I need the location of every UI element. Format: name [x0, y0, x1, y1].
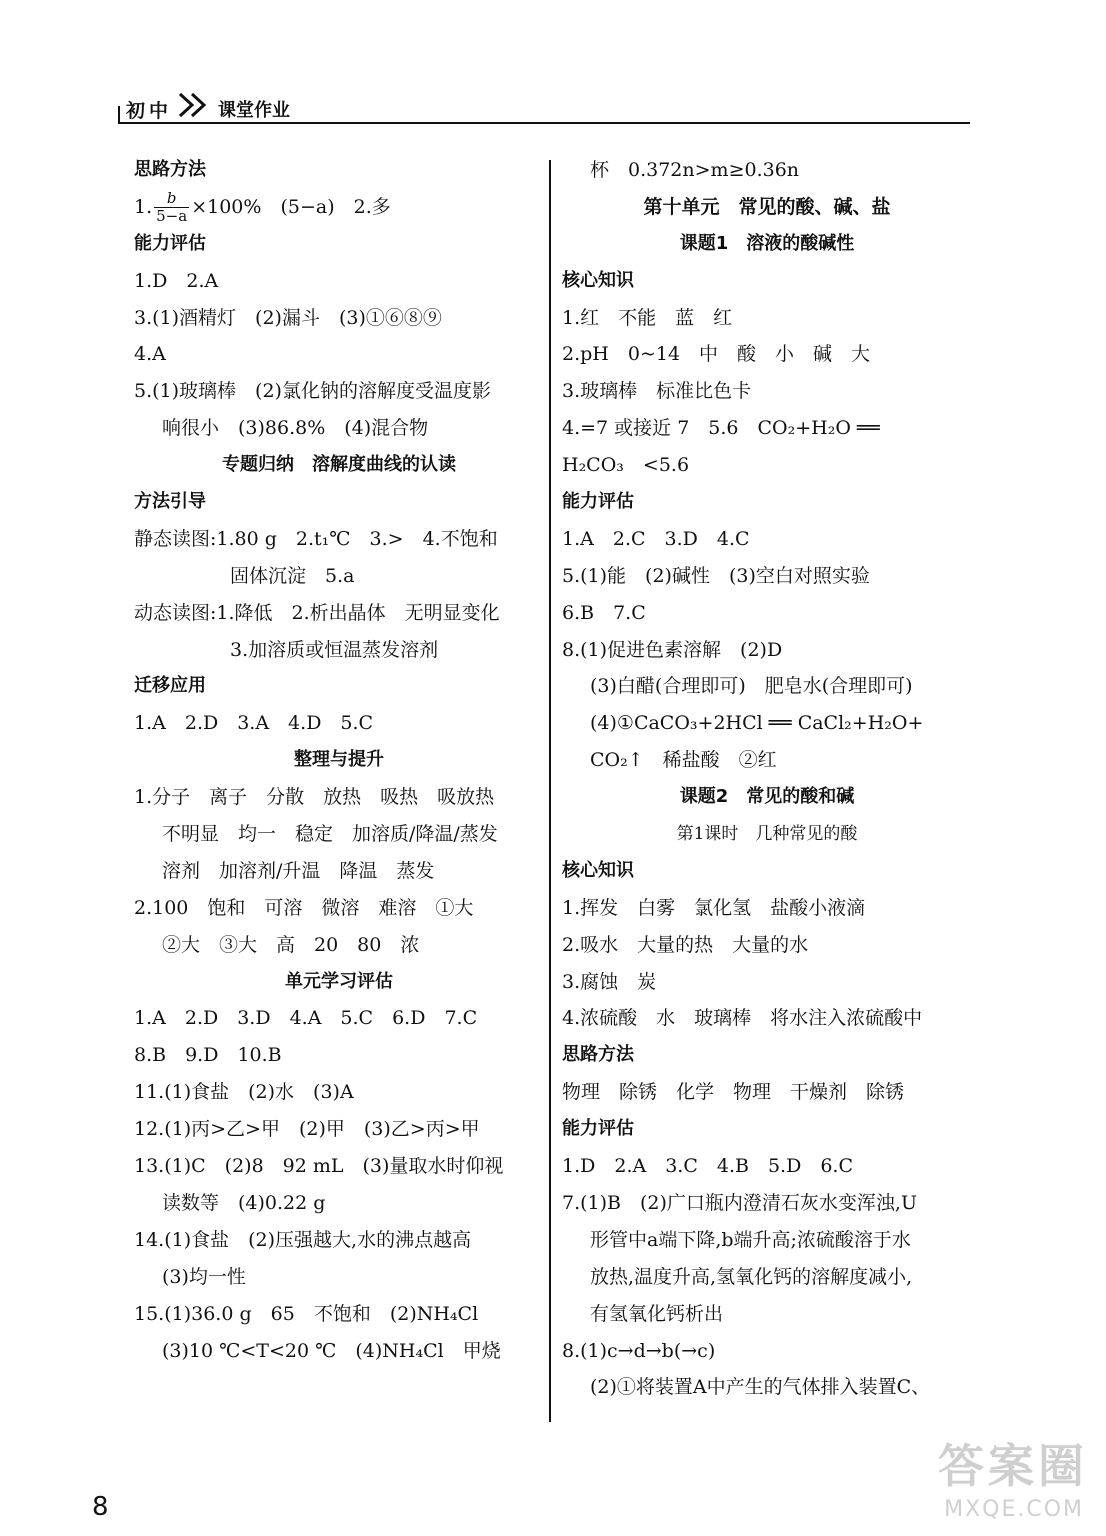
- topic-title: 整理与提升: [294, 749, 384, 771]
- answer-line: 4.浓硫酸 水 玻璃棒 将水注入浓硫酸中: [562, 1007, 923, 1030]
- answer-line: 1.红 不能 蓝 红: [562, 306, 733, 329]
- header-tick: [118, 106, 120, 122]
- answer-line-fraction: [134, 189, 544, 226]
- answer-line: 8.(1)促进色素溶解 (2)D: [562, 638, 783, 661]
- answer-line: 1.挥发 白雾 氯化氢 盐酸小液滴: [562, 896, 866, 919]
- section-heading: 迁移应用: [134, 675, 206, 697]
- section-heading: 能力评估: [562, 1118, 634, 1140]
- answer-line: 放热,温度升高,氢氧化钙的溶解度减小,: [590, 1265, 913, 1288]
- answer-line: 8.(1)c→d→b(→c): [562, 1339, 716, 1362]
- answer-line: 2.pH 0~14 中 酸 小 碱 大: [562, 343, 871, 366]
- column-divider: [549, 160, 551, 1422]
- answer-line: 8.B 9.D 10.B: [134, 1044, 282, 1067]
- section-heading: 方法引导: [134, 491, 206, 513]
- answer-line: 5.(1)能 (2)碱性 (3)空白对照实验: [562, 564, 870, 587]
- answer-line: 1.D 2.A 3.C 4.B 5.D 6.C: [562, 1155, 853, 1178]
- answer-prefix: 1.: [134, 195, 153, 218]
- lesson-title: 课题2 常见的酸和碱: [679, 786, 855, 808]
- answer-line: 4.=7 或接近 7 5.6 CO₂+H₂O ══: [562, 417, 880, 440]
- running-header: [118, 92, 970, 124]
- answer-line: 动态读图:1.降低 2.析出晶体 无明显变化: [134, 601, 500, 624]
- answer-line: 1.A 2.D 3.A 4.D 5.C: [134, 712, 374, 735]
- answer-line: (3)白醋(合理即可) 肥皂水(合理即可): [590, 675, 913, 698]
- answer-line: 3.腐蚀 炭: [562, 970, 657, 993]
- answer-line: (4)①CaCO₃+2HCl ══ CaCl₂+H₂O+: [590, 712, 924, 735]
- fraction-denominator: 5−a: [156, 207, 188, 226]
- period-title: 第1课时 几种常见的酸: [676, 824, 858, 845]
- answer-line: 不明显 均一 稳定 加溶质/降温/蒸发: [162, 823, 498, 846]
- header-rule: [118, 122, 970, 124]
- section-heading: 能力评估: [562, 491, 634, 513]
- topic-title: 单元学习评估: [285, 970, 393, 992]
- answer-line: 5.(1)玻璃棒 (2)氯化钠的溶解度受温度影: [134, 380, 491, 403]
- answer-line: 物理 除锈 化学 物理 干燥剂 除锈: [562, 1081, 905, 1104]
- answer-line: 1.A 2.C 3.D 4.C: [562, 527, 750, 550]
- answer-line: 12.(1)丙>乙>甲 (2)甲 (3)乙>丙>甲: [134, 1118, 480, 1141]
- answer-line: (2)①将装置A中产生的气体排入装置C、: [590, 1376, 931, 1399]
- topic-title: 专题归纳 溶解度曲线的认读: [222, 454, 456, 476]
- answer-line: 形管中a端下降,b端升高;浓硫酸溶于水: [590, 1228, 911, 1251]
- answer-line: 7.(1)B (2)广口瓶内澄清石灰水变浑浊,U: [562, 1191, 917, 1214]
- answer-line: 4.A: [134, 343, 166, 366]
- answer-line: (3)均一性: [162, 1265, 246, 1288]
- left-column: [134, 152, 544, 1369]
- answer-line: 3.(1)酒精灯 (2)漏斗 (3)①⑥⑧⑨: [134, 306, 442, 329]
- answer-line: ②大 ③大 高 20 80 浓: [162, 933, 420, 956]
- answer-line: 杯 0.372n>m≥0.36n: [590, 159, 800, 181]
- unit-title: 第十单元 常见的酸、碱、盐: [643, 195, 891, 218]
- answer-line: (3)10 ℃<T<20 ℃ (4)NH₄Cl 甲烧: [162, 1339, 501, 1362]
- answer-line: 1.D 2.A: [134, 269, 219, 292]
- section-heading: 核心知识: [562, 269, 634, 291]
- answer-line: 静态读图:1.80 g 2.t₁℃ 3.> 4.不饱和: [134, 527, 498, 550]
- answer-suffix: ×100% (5−a) 2.多: [191, 195, 391, 218]
- watermark-url: MXQE.COM: [944, 1497, 1084, 1522]
- section-heading: 核心知识: [562, 859, 634, 881]
- answer-line: 1.分子 离子 分散 放热 吸热 吸放热: [134, 786, 495, 809]
- answer-line: 2.吸水 大量的热 大量的水: [562, 933, 809, 956]
- answer-line: 固体沉淀 5.a: [230, 564, 355, 587]
- answer-line: 1.A 2.D 3.D 4.A 5.C 6.D 7.C: [134, 1007, 478, 1030]
- fraction-numerator: b: [154, 190, 189, 208]
- answer-line: 响很小 (3)86.8% (4)混合物: [162, 417, 429, 440]
- page-number: 8: [92, 1492, 109, 1522]
- watermark-text: 答案圈: [938, 1439, 1088, 1493]
- answer-line: 2.100 饱和 可溶 微溶 难溶 ①大: [134, 896, 474, 919]
- section-heading: 思路方法: [134, 159, 206, 180]
- answer-line: 15.(1)36.0 g 65 不饱和 (2)NH₄Cl: [134, 1302, 479, 1325]
- answer-line: 6.B 7.C: [562, 601, 646, 624]
- header-badge: 初中: [126, 100, 173, 122]
- right-column: [562, 152, 972, 1406]
- fraction: [154, 190, 189, 225]
- answer-line: 13.(1)C (2)8 92 mL (3)量取水时仰视: [134, 1155, 504, 1178]
- lesson-title: 课题1 溶液的酸碱性: [679, 232, 855, 254]
- section-heading: 思路方法: [562, 1044, 634, 1066]
- answer-line: 溶剂 加溶剂/升温 降温 蒸发: [162, 859, 435, 882]
- watermark-logo: [888, 1430, 1088, 1522]
- answer-line: 读数等 (4)0.22 g: [162, 1191, 326, 1214]
- answer-line: 3.加溶质或恒温蒸发溶剂: [230, 638, 439, 661]
- answer-line: CO₂↑ 稀盐酸 ②红: [590, 749, 777, 772]
- section-heading: 能力评估: [134, 232, 206, 254]
- double-chevron-icon: [176, 90, 212, 120]
- answer-line: 14.(1)食盐 (2)压强越大,水的沸点越高: [134, 1228, 472, 1251]
- answer-line: 3.玻璃棒 标准比色卡: [562, 380, 752, 403]
- answer-line: 11.(1)食盐 (2)水 (3)A: [134, 1081, 354, 1104]
- header-series-title: 课堂作业: [218, 100, 290, 121]
- answer-line: 有氢氧化钙析出: [590, 1302, 724, 1325]
- answer-line: H₂CO₃ <5.6: [562, 454, 690, 477]
